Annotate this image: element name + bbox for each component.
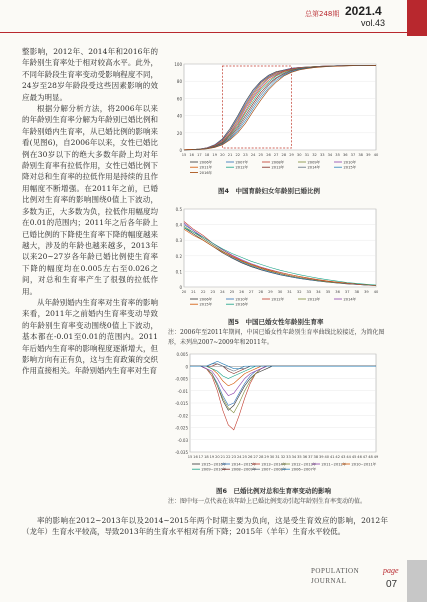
legend-label: 2012年	[271, 297, 285, 302]
x-tick-label: 31	[287, 290, 292, 294]
legend-label: 2007~2008年	[261, 467, 287, 472]
x-tick-label: 21	[227, 153, 233, 157]
x-tick-label: 44	[346, 455, 351, 459]
figure-6-note: 注：图中每一点代表在该年龄上已婚比例变动引起年龄别生育率变动的值。	[168, 498, 367, 505]
y-tick-label: 0.2	[175, 253, 182, 259]
figure-5-chart	[168, 205, 380, 309]
x-tick-label: 27	[248, 290, 254, 294]
x-tick-label: 30	[277, 290, 283, 294]
x-tick-label: 30	[296, 153, 302, 157]
x-tick-label: 15	[187, 455, 193, 459]
x-tick-label: 29	[268, 290, 273, 294]
x-tick-label: 22	[226, 455, 231, 459]
x-tick-label: 34	[327, 153, 333, 157]
legend-label: 2009~2010年	[201, 467, 227, 472]
y-tick-label: -0.015	[175, 401, 188, 406]
x-tick-label: 35	[325, 290, 331, 294]
x-tick-label: 36	[335, 290, 340, 294]
figure-5	[168, 205, 380, 309]
x-tick-label: 36	[302, 455, 308, 459]
legend-label: 2013~2014年	[261, 462, 287, 467]
legend-label: 2010~2011年	[351, 462, 377, 467]
figure-5-note: 注：2006年至2011年期间，中国已婚女性年龄别生育率曲线比较接近，为简化图形，未列出2007~2009年和2011年。	[168, 329, 385, 346]
y-tick-label: -0.005	[175, 376, 188, 382]
x-tick-label: 17	[197, 153, 202, 157]
legend-label: 2016年	[235, 302, 249, 307]
y-tick-label: -0.01	[177, 388, 188, 394]
y-tick-label: 100	[174, 62, 182, 67]
x-tick-label: 19	[209, 455, 215, 459]
x-tick-label: 16	[189, 153, 194, 157]
x-tick-label: 25	[242, 455, 247, 459]
legend-label: 2007年	[235, 160, 249, 165]
x-tick-label: 37	[308, 455, 313, 459]
y-tick-label: 80	[176, 79, 182, 85]
x-tick-label: 40	[373, 153, 379, 157]
x-tick-label: 45	[351, 455, 357, 459]
x-tick-label: 22	[235, 153, 241, 157]
x-tick-label: 20	[220, 153, 225, 157]
journal-name-line1: POPULATION	[311, 567, 360, 575]
paragraph: 整影响，2012年、2014年和2016年的年龄别生育率处于相对较高水平。此外，不同年龄段生育率变动受影响程度不同，24岁至28岁年龄段受这些因素影响的效应最为明显。	[22, 47, 158, 102]
x-tick-label: 33	[306, 290, 312, 294]
page-number: 07	[386, 579, 398, 590]
x-tick-label: 20	[181, 290, 187, 294]
x-tick-label: 24	[250, 153, 256, 157]
header-accent-bar	[407, 0, 427, 36]
figure-5-caption: 图5 中国已婚女性年龄别生育率	[228, 318, 324, 326]
legend-label: 2015年	[199, 302, 213, 307]
figure-6-caption: 图6 已婚比例对总和生育率变动的影响	[216, 487, 332, 495]
y-tick-label: 0.3	[175, 238, 182, 244]
y-tick-label: 0	[179, 148, 182, 153]
x-tick-label: 24	[220, 290, 225, 294]
x-tick-label: 26	[247, 455, 253, 459]
x-tick-label: 39	[364, 290, 369, 294]
y-tick-label: -0.025	[175, 425, 188, 431]
x-tick-label: 23	[210, 290, 216, 294]
x-tick-label: 37	[350, 153, 356, 157]
figure-6-chart	[168, 350, 380, 482]
legend-label: 2010年	[235, 297, 249, 302]
legend-label: 2006年	[199, 297, 213, 302]
plot-area	[184, 209, 376, 287]
header-rule	[0, 32, 427, 33]
x-tick-label: 30	[269, 455, 275, 459]
y-tick-label: -0.035	[175, 450, 188, 455]
legend-label: 2014~2015年	[231, 462, 257, 467]
x-tick-label: 32	[312, 153, 317, 157]
x-tick-label: 16	[193, 455, 198, 459]
legend-label: 2015年	[343, 165, 357, 170]
x-tick-label: 35	[335, 153, 340, 157]
legend-label: 2006~2007年	[291, 467, 317, 472]
x-tick-label: 27	[253, 455, 258, 459]
x-tick-label: 46	[357, 455, 362, 459]
y-tick-label: 0	[185, 364, 188, 370]
x-tick-label: 21	[220, 455, 226, 459]
x-tick-label: 29	[264, 455, 269, 459]
legend-label: 2014年	[307, 165, 321, 170]
x-tick-label: 15	[181, 153, 187, 157]
x-tick-label: 33	[319, 153, 325, 157]
plot-area	[184, 64, 376, 150]
issue-year: 2021.4	[345, 4, 382, 18]
x-tick-label: 25	[258, 153, 264, 157]
legend-label: 2008~2009年	[231, 467, 257, 472]
x-tick-label: 19	[212, 153, 218, 157]
x-tick-label: 37	[344, 290, 350, 294]
legend-label: 2011年	[199, 165, 213, 170]
x-tick-label: 47	[362, 455, 368, 459]
x-tick-label: 28	[258, 290, 264, 294]
x-tick-label: 38	[354, 290, 360, 294]
figure-6	[168, 350, 380, 482]
x-tick-label: 32	[280, 455, 286, 459]
legend-label: 2009年	[307, 160, 321, 165]
bottom-text	[22, 515, 388, 538]
y-tick-label: 0.1	[175, 269, 182, 275]
legend-label: 2013年	[307, 297, 321, 302]
legend-label: 2013年	[271, 165, 285, 170]
x-tick-label: 32	[296, 290, 302, 294]
x-tick-label: 38	[358, 153, 363, 157]
legend-label: 2006年	[199, 160, 213, 165]
y-tick-label: 0	[179, 285, 182, 290]
footer-accent-bar	[407, 560, 427, 602]
x-tick-label: 22	[200, 290, 206, 294]
x-tick-label: 28	[281, 153, 287, 157]
y-tick-label: -0.02	[177, 413, 188, 419]
y-tick-label: 0.005	[176, 352, 188, 357]
x-tick-label: 39	[319, 455, 324, 459]
legend-label: 2010年	[343, 160, 357, 165]
paragraph: 从年龄别婚内生育率对生育率的影响来看，2011年之前婚内生育率变动导致的年龄别生育率变动围绕0值上下波动，基本都在-0.01至0.01的范围内。2011年后婚内生育率的影响程度逐渐增大，但影响方向有正有负，这与生育政策的交织作用直接相关。年龄别婚内生育率对生育	[22, 297, 158, 376]
legend-label: 2014年	[343, 297, 357, 302]
x-tick-label: 36	[342, 153, 348, 157]
x-tick-label: 40	[324, 455, 330, 459]
x-tick-label: 18	[204, 153, 210, 157]
volume: vol.43	[361, 18, 386, 28]
legend-label: 2012~2013年	[291, 462, 317, 467]
y-tick-label: 40	[176, 113, 182, 119]
legend-label: 2008年	[271, 160, 285, 165]
x-tick-label: 40	[373, 290, 379, 294]
x-tick-label: 39	[366, 153, 371, 157]
paragraph: 率的影响在2012~2013年以及2014~2015年两个时期主要为负向，这是受生育效应的影响，2012年（龙年）生育水平较高，导致2013年的生育水平相对有所下降；2015年（羊年）生育水平较低。	[22, 516, 388, 537]
x-tick-label: 23	[231, 455, 237, 459]
x-tick-label: 23	[243, 153, 248, 157]
figure-4	[168, 60, 380, 178]
legend-label: 2015~2016年	[201, 462, 227, 467]
y-tick-label: -0.03	[177, 437, 188, 443]
issue-number: 总第248期	[305, 10, 340, 18]
y-tick-label: 60	[176, 96, 182, 102]
x-tick-label: 26	[239, 290, 244, 294]
x-tick-label: 31	[275, 455, 280, 459]
x-tick-label: 34	[291, 455, 297, 459]
x-tick-label: 41	[329, 455, 335, 459]
x-tick-label: 42	[335, 455, 340, 459]
x-tick-label: 27	[273, 153, 279, 157]
x-tick-label: 29	[289, 153, 294, 157]
y-tick-label: 0.4	[175, 222, 182, 228]
journal-name-line2: JOURNAL	[311, 577, 347, 585]
x-tick-label: 25	[229, 290, 235, 294]
x-tick-label: 31	[304, 153, 310, 157]
x-tick-label: 38	[313, 455, 319, 459]
x-tick-label: 35	[297, 455, 302, 459]
x-tick-label: 48	[368, 455, 373, 459]
y-tick-label: 0.5	[175, 207, 182, 212]
y-tick-label: 20	[176, 130, 182, 136]
legend-label: 2016年	[199, 170, 213, 175]
figure-4-caption: 图4 中国育龄妇女年龄别已婚比例	[218, 187, 321, 195]
x-tick-label: 34	[316, 290, 321, 294]
page-footer	[0, 560, 427, 602]
page-header	[0, 0, 427, 36]
left-column	[22, 46, 158, 377]
page-label: page	[383, 566, 399, 575]
x-tick-label: 49	[373, 455, 379, 459]
x-tick-label: 26	[266, 153, 271, 157]
x-tick-label: 21	[191, 290, 196, 294]
legend-label: 2012年	[235, 165, 249, 170]
x-tick-label: 17	[198, 455, 204, 459]
x-tick-label: 43	[340, 455, 346, 459]
x-tick-label: 18	[204, 455, 209, 459]
x-tick-label: 28	[258, 455, 264, 459]
figure-4-chart	[168, 60, 380, 178]
x-tick-label: 33	[286, 455, 291, 459]
x-tick-label: 24	[236, 455, 242, 459]
legend-label: 2011~2012年	[321, 462, 347, 467]
paragraph: 根据分解分析方法，将2006年以来的年龄别生育率分解为年龄别已婚比例和年龄别婚内生育率，从已婚比例的影响来看(见图6)，自2006年以来，女性已婚比例在30岁以下的绝大多数年龄上均对年龄别生育率有拉低作用，女性已婚比例下降对总和生育率的拉低作用是持续的且作用幅度不断增强。在2011年之前，已婚比例对生育率的影响围绕0值上下波动，多数为正，大多数为负，拉低作用幅度均在0.01的范围内；2011年之后各年龄上已婚比例的下降使生育率下降的幅度越来越大，涉及的年龄也越来越多，2013年以来20~27岁各年龄已婚比例使生育率下降的幅度均在0.005左右至0.026之间，对总和生育率产生了很强的拉低作用。	[22, 104, 158, 296]
x-tick-label: 20	[215, 455, 220, 459]
